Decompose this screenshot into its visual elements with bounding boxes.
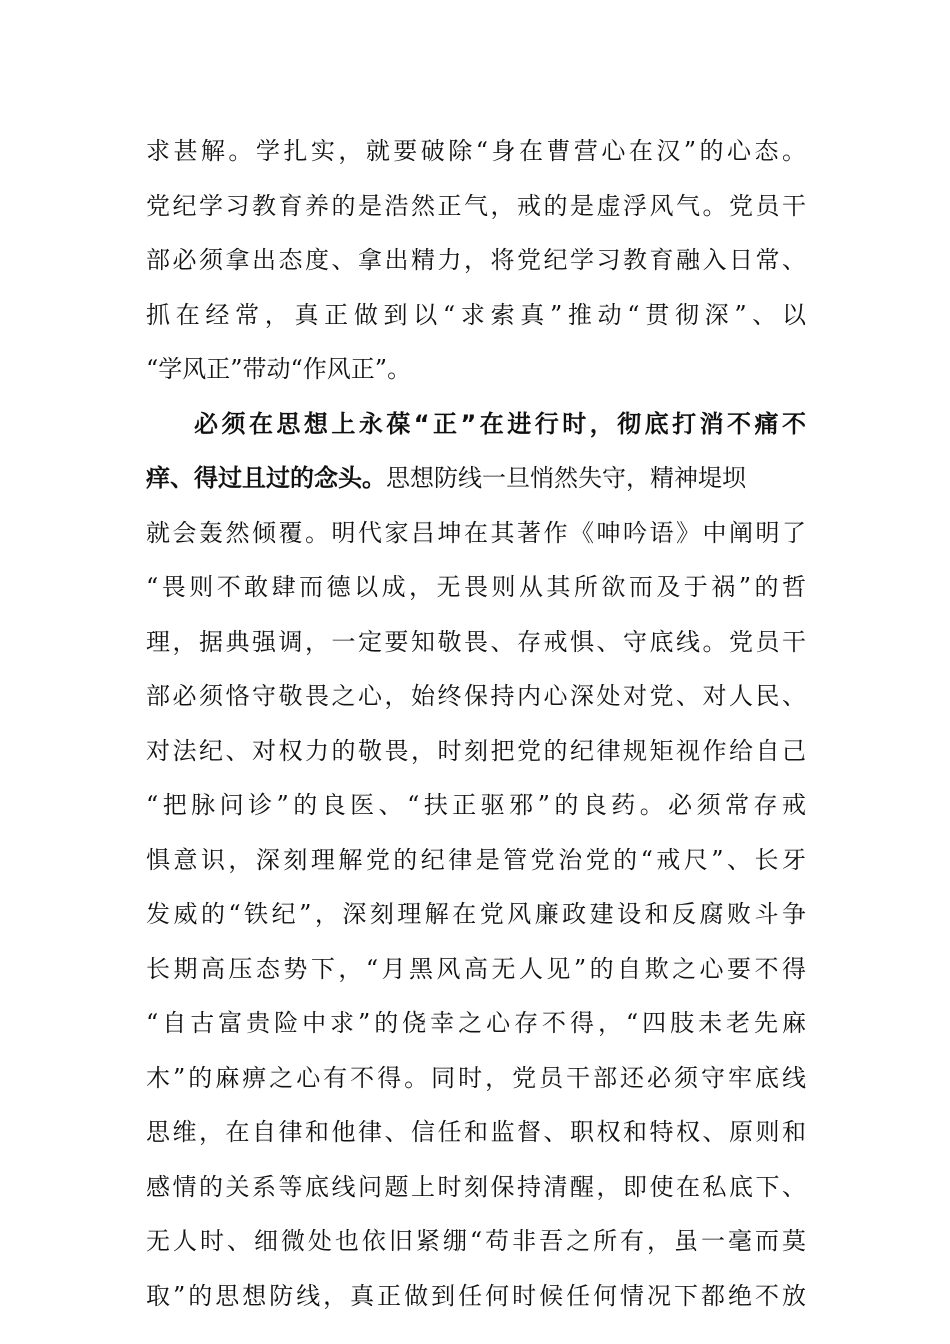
- text-line: 党纪学习教育养的是浩然正气，戒的是虚浮风气。党员干: [146, 191, 806, 220]
- body-text: [146, 124, 806, 1323]
- text-line: 理，据典强调，一定要知敬畏、存戒惧、守底线。党员干: [146, 627, 806, 656]
- text-line: 感情的关系等底线问题上时刻保持清醒，即使在私底下、: [146, 1172, 806, 1201]
- text-line: “自古富贵险中求”的侥幸之心存不得，“四肢未老先麻: [146, 1009, 806, 1037]
- text-line: 部必须恪守敬畏之心，始终保持内心深处对党、对人民、: [146, 682, 806, 710]
- text-line: 发威的“铁纪”，深刻理解在党风廉政建设和反腐败斗争: [146, 900, 806, 928]
- text-line: 无人时、细微处也依旧紧绷“苟非吾之所有，虽一毫而莫: [146, 1227, 806, 1255]
- text-line: 求甚解。学扎实，就要破除“身在曹营心在汉”的心态。: [146, 137, 806, 165]
- bold-heading-line: 必须在思想上永葆“正”在进行时，彻底打消不痛不: [194, 409, 806, 438]
- text-line: 取”的思想防线，真正做到任何时候任何情况下都绝不放: [146, 1281, 806, 1310]
- text-line: “把脉问诊”的良医、“扶正驱邪”的良药。必须常存戒: [146, 791, 806, 819]
- text-line: “畏则不敢肆而德以成，无畏则从其所欲而及于祸”的哲: [146, 573, 806, 601]
- mixed-line: [146, 451, 806, 506]
- bold-heading-tail: 痒、得过且过的念头。: [146, 464, 386, 492]
- text-line: 惧意识，深刻理解党的纪律是管党治党的“戒尺”、长牙: [146, 845, 806, 874]
- text-line: 就会轰然倾覆。明代家吕坤在其著作《呻吟语》中阐明了: [146, 518, 806, 547]
- text-line: “学风正”带动“作风正”。: [146, 355, 412, 383]
- text-line: 对法纪、对权力的敬畏，时刻把党的纪律规矩视作给自己: [146, 736, 806, 765]
- text-line: 抓在经常，真正做到以“求索真”推动“贯彻深”、以: [146, 300, 806, 329]
- text-line: 部必须拿出态度、拿出精力，将党纪学习教育融入日常、: [146, 246, 806, 274]
- text-line: 长期高压态势下，“月黑风高无人见”的自欺之心要不得: [146, 954, 806, 983]
- text-segment: 思想防线一旦悄然失守，精神堤坝: [386, 464, 746, 492]
- text-line: 木”的麻痹之心有不得。同时，党员干部还必须守牢底线: [146, 1063, 806, 1092]
- text-line: 思维，在自律和他律、信任和监督、职权和特权、原则和: [146, 1118, 806, 1146]
